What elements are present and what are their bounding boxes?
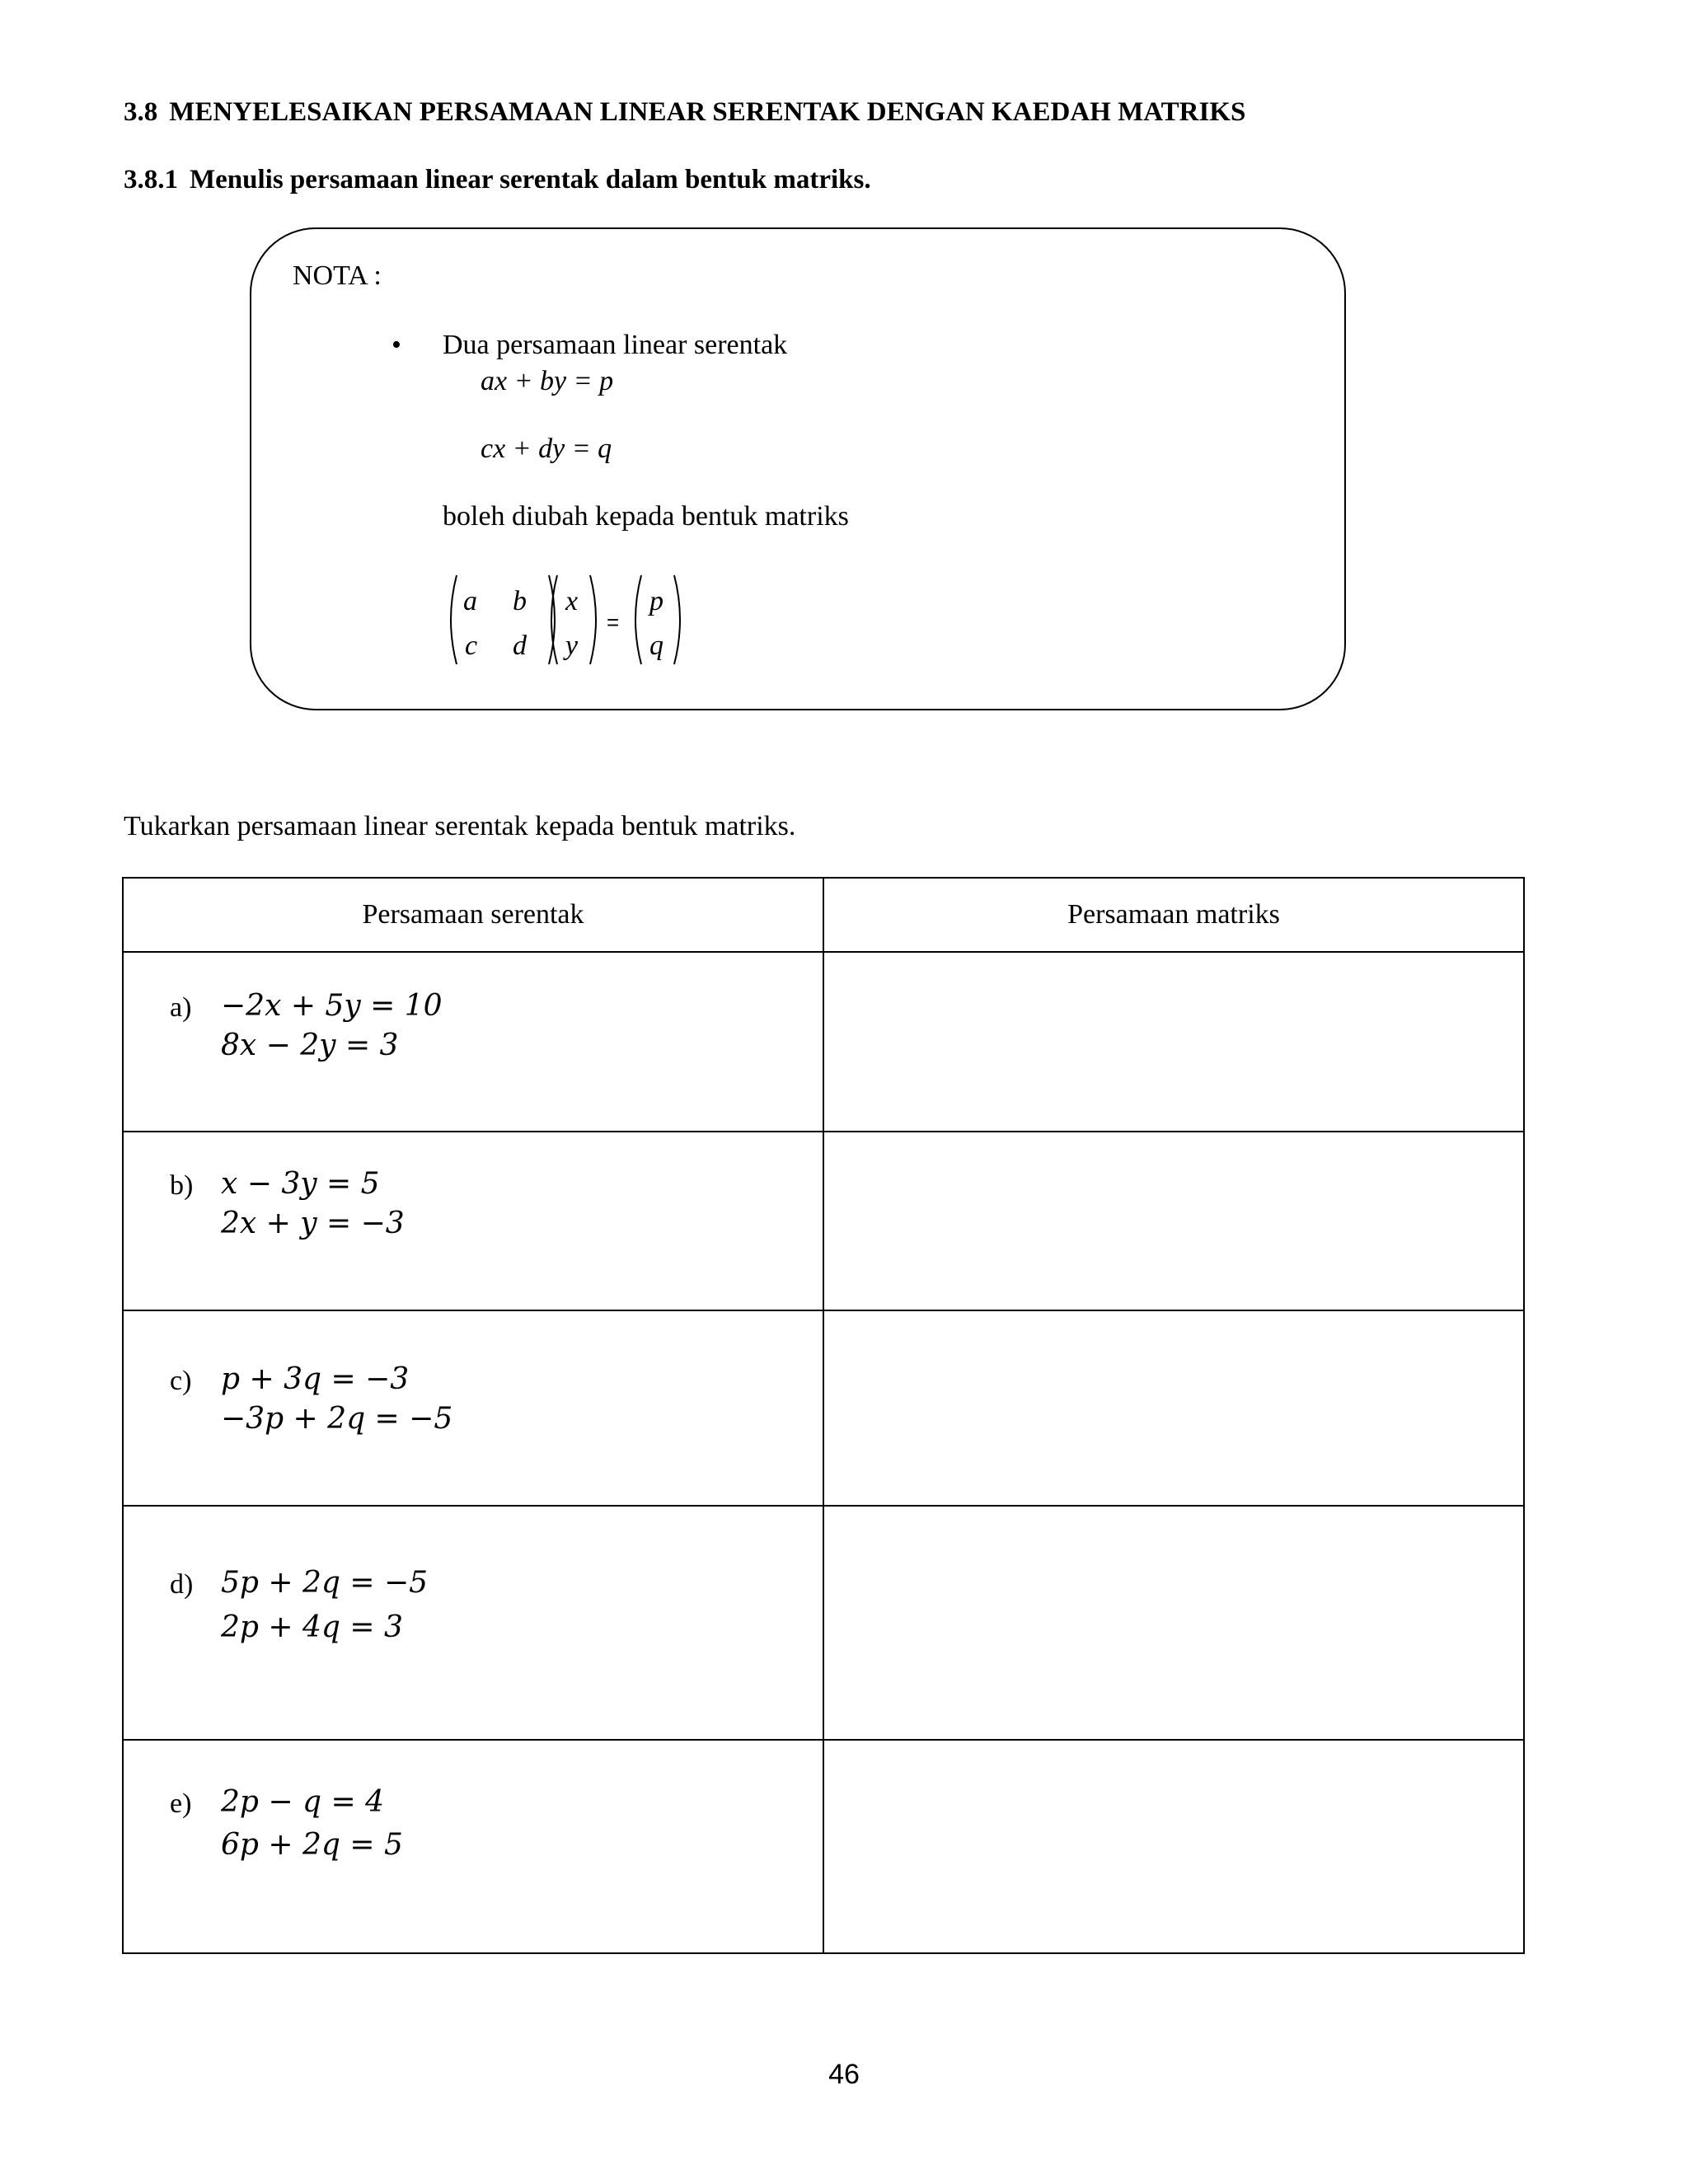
equation-line-2: −3p + 2q = −5 bbox=[221, 1402, 453, 1436]
rhs-q: q bbox=[649, 630, 663, 661]
note-equation-1: ax + by = p bbox=[481, 366, 614, 396]
note-box bbox=[250, 227, 1346, 710]
equation-line-1: x − 3y = 5 bbox=[221, 1167, 380, 1201]
row-letter: e) bbox=[170, 1788, 192, 1819]
equation-line-2: 2p + 4q = 3 bbox=[221, 1610, 403, 1644]
equation-cell bbox=[123, 1310, 823, 1506]
subsection-heading bbox=[124, 165, 871, 195]
page-number: 46 bbox=[828, 2059, 860, 2090]
table-row bbox=[123, 1310, 1524, 1506]
table-header-row bbox=[123, 878, 1524, 952]
coef-a: a bbox=[463, 586, 477, 616]
note-intro: Dua persamaan linear serentak bbox=[443, 330, 788, 360]
matrix-equals: = bbox=[607, 610, 620, 635]
subsection-number: 3.8.1 bbox=[124, 165, 178, 194]
answer-cell[interactable] bbox=[823, 1132, 1524, 1310]
equation-line-1: −2x + 5y = 10 bbox=[221, 989, 443, 1023]
equation-line-2: 8x − 2y = 3 bbox=[221, 1029, 399, 1062]
var-x: x bbox=[565, 586, 579, 616]
note-equation-2: cx + dy = q bbox=[481, 434, 612, 464]
coef-left-paren bbox=[451, 575, 457, 664]
section-number: 3.8 bbox=[124, 97, 158, 127]
equation-line-1: 2p − q = 4 bbox=[221, 1785, 384, 1819]
table-row bbox=[123, 1132, 1524, 1310]
note-conclusion: boleh diubah kepada bentuk matriks bbox=[443, 501, 849, 532]
equation-line-1: 5p + 2q = −5 bbox=[221, 1566, 429, 1600]
table-row bbox=[123, 952, 1524, 1132]
equation-line-2: 6p + 2q = 5 bbox=[221, 1828, 403, 1862]
answer-cell[interactable] bbox=[823, 952, 1524, 1132]
answer-cell[interactable] bbox=[823, 1310, 1524, 1506]
equation-line-2: 2x + y = −3 bbox=[221, 1207, 405, 1240]
subsection-title: Menulis persamaan linear serentak dalam bentuk matriks. bbox=[190, 165, 871, 194]
row-letter: c) bbox=[170, 1366, 192, 1396]
instruction: Tukarkan persamaan linear serentak kepada bentuk matriks. bbox=[124, 811, 796, 841]
matrix-equation bbox=[445, 570, 692, 669]
bullet-icon: • bbox=[392, 330, 401, 360]
section-title: MENYELESAIKAN PERSAMAAN LINEAR SERENTAK DENGAN KAEDAH MATRIKS bbox=[169, 97, 1246, 127]
equation-cell bbox=[123, 1740, 823, 1953]
table-row bbox=[123, 1740, 1524, 1953]
row-letter: b) bbox=[170, 1170, 194, 1201]
coef-d: d bbox=[513, 630, 527, 661]
note-label: NOTA : bbox=[293, 260, 382, 291]
var-y: y bbox=[565, 630, 579, 661]
rhs-p: p bbox=[649, 586, 663, 616]
coef-b: b bbox=[513, 586, 527, 616]
rhs-right-paren bbox=[674, 575, 680, 664]
section-heading bbox=[124, 97, 1245, 128]
rhs-left-paren bbox=[635, 575, 641, 664]
row-letter: d) bbox=[170, 1569, 194, 1600]
coef-c: c bbox=[465, 630, 478, 661]
answer-cell[interactable] bbox=[823, 1506, 1524, 1740]
equation-cell bbox=[123, 1506, 823, 1740]
answer-cell[interactable] bbox=[823, 1740, 1524, 1953]
equation-line-1: p + 3q = −3 bbox=[221, 1362, 410, 1396]
header-simultaneous: Persamaan serentak bbox=[123, 878, 823, 952]
header-matrix: Persamaan matriks bbox=[823, 878, 1524, 952]
table-row bbox=[123, 1506, 1524, 1740]
row-letter: a) bbox=[170, 992, 192, 1023]
var-right-paren bbox=[590, 575, 596, 664]
exercise-table bbox=[122, 877, 1525, 1954]
equation-cell bbox=[123, 1132, 823, 1310]
equation-cell bbox=[123, 952, 823, 1132]
